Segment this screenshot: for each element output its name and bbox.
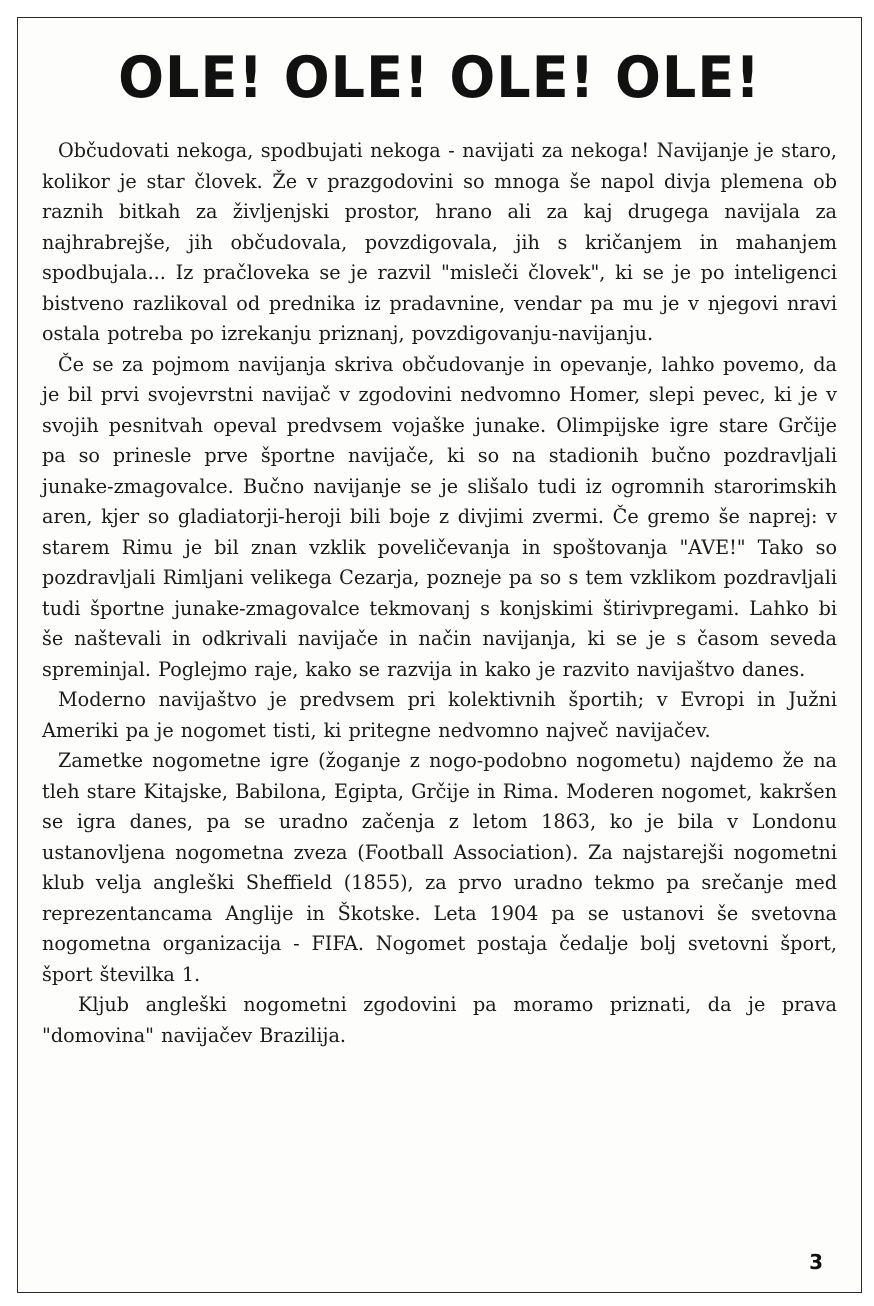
paragraph-4: Zametke nogometne igre (žoganje z nogo-podobno nogometu) najdemo že na tleh stare Kitajske, Babilona, Egipta, Grčije in Rima. Moderen nogomet, kakršen se igra danes, pa se uradno začenja z letom 1863, ko je bila v Londonu ustanovljena nogometna zveza (Football Association). Za najstarejši nogometni klub velja angleški Sheffield (1855), za prvo uradno tekmo pa srečanje med reprezentancama Anglije in Škotske. Leta 1904 pa se ustanovi še svetovna nogometna organizacija - FIFA. Nogomet postaja čedalje bolj svetovni šport, šport številka 1. — [42, 749, 837, 986]
paragraph-5: Kljub angleški nogometni zgodovini pa moramo priznati, da je prava "domovina" navijačev Brazilija. — [42, 993, 837, 1047]
page-frame — [17, 17, 862, 1293]
page-title: OLE! OLE! OLE! OLE! — [118, 44, 761, 111]
paragraph-1: Občudovati nekoga, spodbujati nekoga - navijati za nekoga! Navijanje je staro, kolikor je star človek. Že v prazgodovini so mnoga še napol divja plemena ob raznih bitkah za življenjski prostor, hrano ali za kaj drugega navijala za najhrabrejše, jih občudovala, povzdigovala, jih s kričanjem in mahanjem spodbujala... Iz pračloveka se je razvil "misleči človek", ki se je po inteligenci bistveno razlikoval od prednika iz pradavnine, vendar pa mu je v njegovi nravi ostala potreba po izrekanju priznanj, povzdigovanju-navijanju. — [42, 139, 837, 345]
paragraph-3: Moderno navijaštvo je predvsem pri kolektivnih športih; v Evropi in Južni Ameriki pa je nogomet tisti, ki pritegne nedvomno največ navijačev. — [42, 688, 837, 742]
page-number: 3 — [809, 1250, 823, 1274]
article-body — [42, 136, 837, 1051]
paragraph-2: Če se za pojmom navijanja skriva občudovanje in opevanje, lahko povemo, da je bil prvi svojevrstni navijač v zgodovini nedvomno Homer, slepi pevec, ki je v svojih pesnitvah opeval predvsem vojaške junake. Olimpijske igre stare Grčije pa so prinesle prve športne navijače, ki so na stadionih bučno pozdravljali junake-zmagovalce. Bučno navijanje se je slišalo tudi iz ogromnih starorimskih aren, kjer so gladiatorji-heroji bili boje z divjimi zvermi. Če gremo še naprej: v starem Rimu je bil znan vzklik poveličevanja in spoštovanja "AVE!" Tako so pozdravljali Rimljani velikega Cezarja, pozneje pa so s tem vzklikom pozdravljali tudi športne junake-zmagovalce tekmovanj s konjskimi štirivpregami. Lahko bi še naštevali in odkrivali navijače in način navijanja, ki se je s časom seveda spreminjal. Poglejmo raje, kako se razvija in kako je razvito navijaštvo danes. — [42, 352, 837, 681]
